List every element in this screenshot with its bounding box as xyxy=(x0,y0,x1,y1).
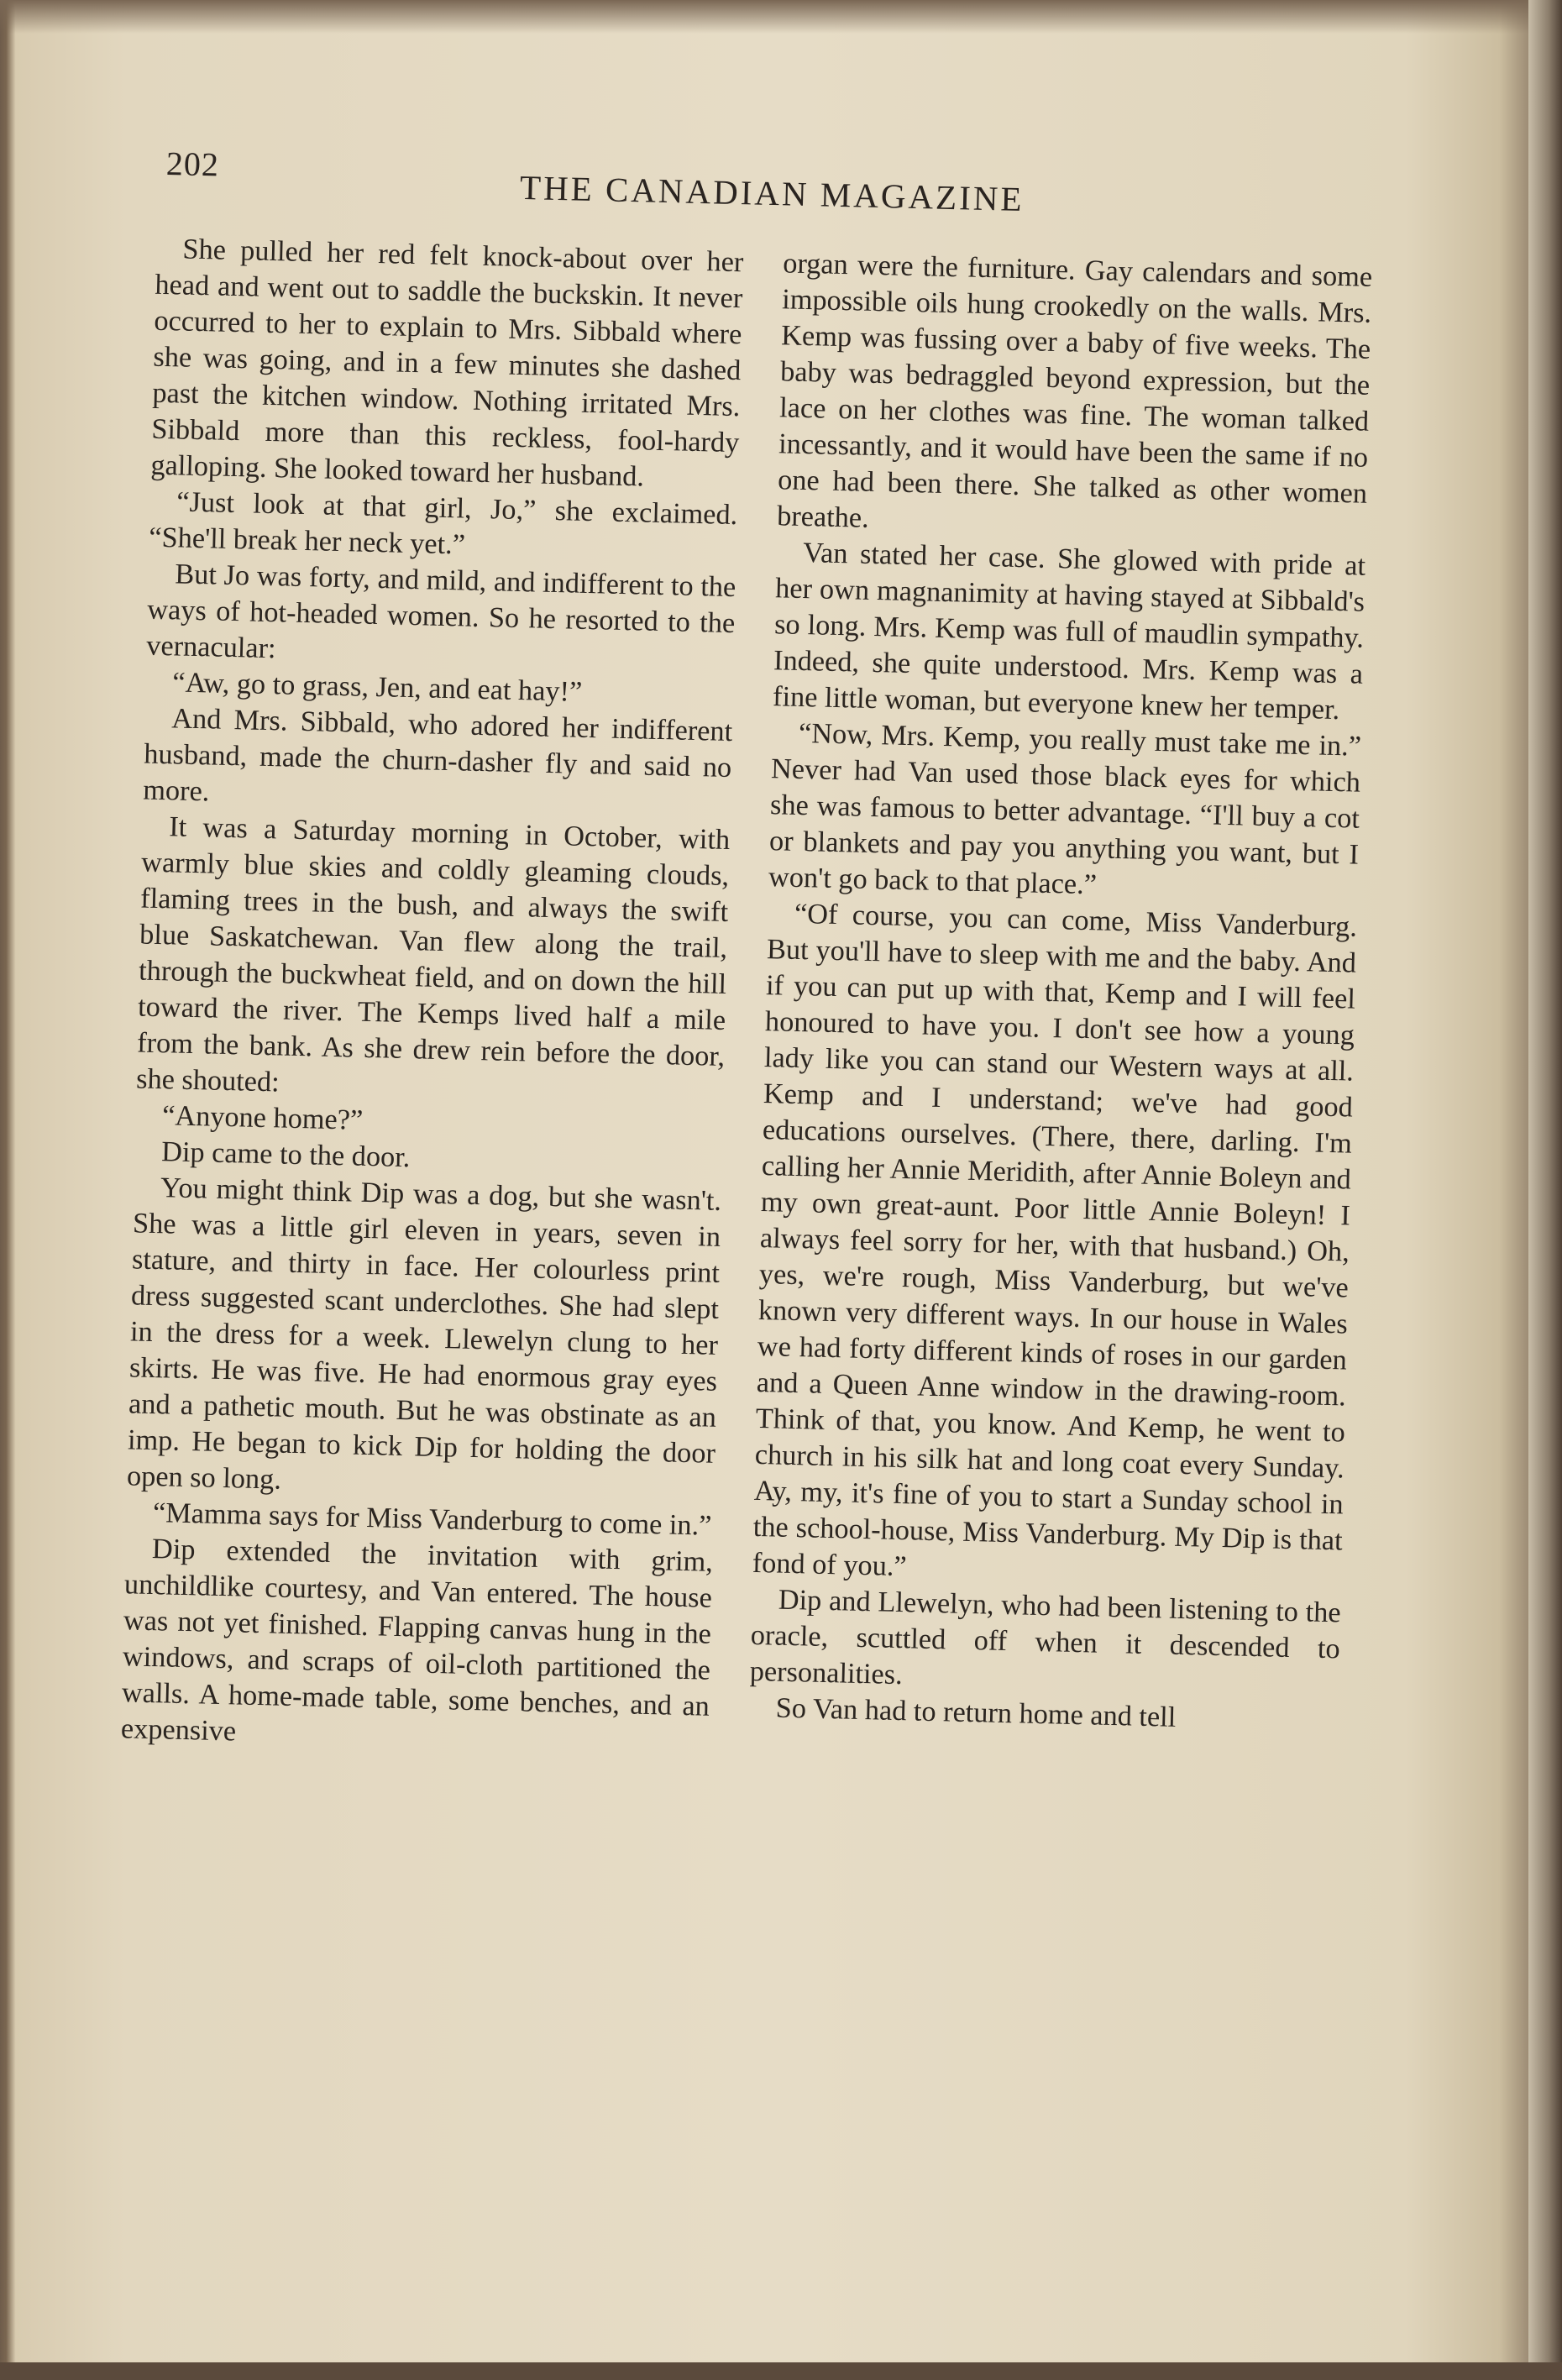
paragraph: “Anyone home?” xyxy=(161,1099,364,1136)
left-column xyxy=(120,231,743,1761)
right-column xyxy=(748,245,1372,1739)
paragraph: “Aw, go to grass, Jen, and eat hay!” xyxy=(171,666,583,708)
paragraph: “Just look at that girl, Jo,” she exclaimed. “She'll break her neck yet.” xyxy=(148,485,738,561)
paragraph: But Jo was forty, and mild, and indifferent to the ways of hot-headed women. So he resorted to the vernacular: xyxy=(145,558,736,665)
running-head: THE CANADIAN MAGAZINE xyxy=(519,167,1025,219)
paragraph: It was a Saturday morning in October, with warmly blue skies and coldly gleaming clouds, flaming trees in the bush, and always the swift blue Saskatchewan. Van flew along the trail, through the buckwheat field, and on down the hill toward the river. The Kemps lived half a mile from the bank. As she drew rein before the door, she shouted: xyxy=(135,810,731,1098)
paragraph: And Mrs. Sibbald, who adored her indifferent husband, made the churn-dasher fly and said no more. xyxy=(142,702,733,808)
paragraph: Dip extended the invitation with grim, unchildlike courtesy, and Van entered. The house was not yet finished. Flapping canvas hung in the windows, and scraps of oil-cloth partitioned the walls. A home-made table, some benches, and an expensive xyxy=(120,1533,714,1748)
paragraph-continuation: organ were the furniture. Gay calendars and some impossible oils hung crookedly on the walls. Mrs. Kemp was fussing over a baby of five weeks. The baby was bedraggled beyond expression, but the lace on her clothes was fine. The woman talked incessantly, and it would have been the same if no one had been there. She talked as other women breathe. xyxy=(776,247,1373,534)
paragraph: You might think Dip was a dog, but she wasn't. She was a little girl eleven in years, seven in stature, and thirty in face. Her colourless print dress suggested scant underclothes. She had slept in the dress for a week. Llewelyn clung to her skirts. He was five. He had enormous gray eyes and a pathetic mouth. But he was obstinate as an imp. He began to kick Dip for holding the door open so long. xyxy=(126,1172,722,1496)
paragraph: “Of course, you can come, Miss Vanderburg. But you'll have to sleep with me and the baby. And if you can put up with that, Kemp and I will feel honoured to have you. I don't see how a young lady like you can stand our Western ways at all. Kemp and I understand; we've had good educations ourselves. (There, there, darling. I'm calling her Annie Meridith, after Annie Boleyn and my own great-aunt. Poor little Annie Boleyn! I always feel sorry for her, with that husband.) Oh, yes, we're rough, Miss Vanderburg, but we've known very different ways. In our house in Wales we had forty different kinds of roses in our garden and a Queen Anne window in the drawing-room. Think of that, you know. And Kemp, he went to church in his silk hat and long coat every Sunday. Ay, my, it's fine of you to start a Sunday school in the school-house, Miss Vanderburg. My Dip is that fond of you.” xyxy=(752,897,1358,1583)
paragraph: Van stated her case. She glowed with pride at her own magnanimity at having stayed at Sibbald's so long. Mrs. Kemp was full of maudlin sympathy. Indeed, she quite understood. Mrs. Kemp was a fine little woman, but everyone knew her temper. xyxy=(772,536,1366,726)
paragraph: Dip and Llewelyn, who had been listening to the oracle, scuttled off when it descended to personalities. xyxy=(749,1583,1342,1691)
paragraph: “Now, Mrs. Kemp, you really must take me in.” Never had Van used those black eyes for which she was famous to better advantage. “I'll buy a cot or blankets and pay you anything you want, but I won't go back to that place.” xyxy=(768,716,1362,901)
page-number: 202 xyxy=(165,144,220,184)
paragraph: “Mamma says for Miss Vanderburg to come in.” xyxy=(152,1497,712,1542)
paragraph: Dip came to the door. xyxy=(160,1135,411,1174)
paragraph: She pulled her red felt knock-about over her head and went out to saddle the buckskin. It never occurred to her to explain to Mrs. Sibbald where she was going, and in a few minutes she dashed past the kitchen window. Nothing irritated Mrs. Sibbald more than this reckless, fool-hardy galloping. She looked toward her husband. xyxy=(150,233,744,493)
paragraph: So Van had to return home and tell xyxy=(775,1691,1177,1733)
